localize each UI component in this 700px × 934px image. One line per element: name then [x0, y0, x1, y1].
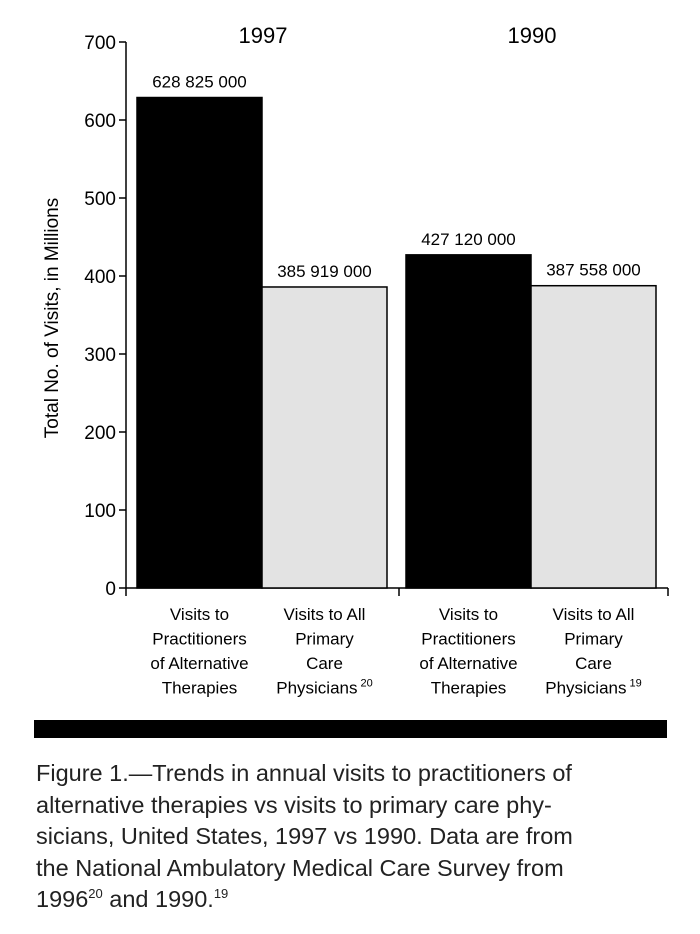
figure-caption	[36, 758, 676, 916]
data-label-1990-primary: 387 558 000	[546, 260, 641, 280]
category-label-1997-alternative: Therapies	[161, 678, 238, 698]
divider-bar	[34, 720, 667, 738]
data-label-1997-alternative: 628 825 000	[152, 72, 247, 92]
y-tick-label: 700	[84, 33, 116, 54]
y-tick-label: 500	[84, 189, 116, 210]
caption-line-1: Figure 1.—Trends in annual visits to practitioners of	[36, 760, 572, 786]
caption-line-4: the National Ambulatory Medical Care Survey from	[36, 854, 564, 881]
bar-1990-alternative	[406, 255, 531, 588]
category-label-1997-alternative: Visits to	[169, 605, 230, 624]
group-label-1990: 1990	[507, 23, 557, 48]
caption-line-2: alternative therapies vs visits to primary care phy-	[36, 791, 552, 818]
bar-1997-primary	[262, 287, 387, 588]
category-label-1997-primary: Primary	[295, 629, 354, 649]
group-label-1997: 1997	[238, 23, 288, 48]
category-label-1997-primary: Care	[306, 654, 343, 673]
category-label-1990-primary: Physicians $^{19}$	[545, 677, 642, 698]
bar-1997-alternative	[137, 98, 262, 588]
y-tick-label: 200	[84, 423, 116, 444]
caption-ref-1: 20	[88, 886, 103, 901]
bar-1990-primary	[531, 286, 656, 588]
category-label-1990-alternative: Therapies	[430, 678, 507, 698]
y-tick-label: 600	[84, 111, 116, 132]
caption-line-3: sicians, United States, 1997 vs 1990. Data are from	[36, 823, 573, 849]
data-label-1990-alternative: 427 120 000	[421, 229, 516, 249]
category-label-1990-alternative: of Alternative	[419, 654, 518, 673]
caption-ref-2: 19	[213, 886, 229, 901]
category-label-1997-primary: Visits to All	[283, 605, 366, 624]
category-label-1997-alternative: Practitioners	[152, 629, 247, 649]
category-label-1990-primary: Care	[575, 654, 612, 673]
category-label-ref: 20	[360, 677, 373, 690]
y-axis-label: Total No. of Visits, in Millions	[42, 197, 63, 439]
category-label-1990-alternative: Visits to	[438, 605, 499, 624]
category-label-1990-primary: Visits to All	[552, 605, 635, 624]
category-label-ref: 19	[629, 677, 642, 690]
y-tick-label: 400	[84, 267, 116, 288]
category-label-1997-alternative: of Alternative	[150, 654, 249, 673]
y-tick-label: 0	[105, 579, 116, 600]
category-label-1997-primary: Physicians $^{20}$	[276, 677, 373, 698]
category-label-1990-primary: Primary	[564, 629, 623, 649]
caption-line-5	[36, 884, 676, 916]
caption-and: and 1990.	[102, 886, 214, 912]
category-label-1990-alternative: Practitioners	[421, 629, 516, 649]
y-tick-label: 300	[84, 345, 116, 366]
y-tick-label: 100	[84, 501, 116, 522]
data-label-1997-primary: 385 919 000	[277, 261, 372, 281]
caption-year: 1996	[36, 886, 89, 912]
